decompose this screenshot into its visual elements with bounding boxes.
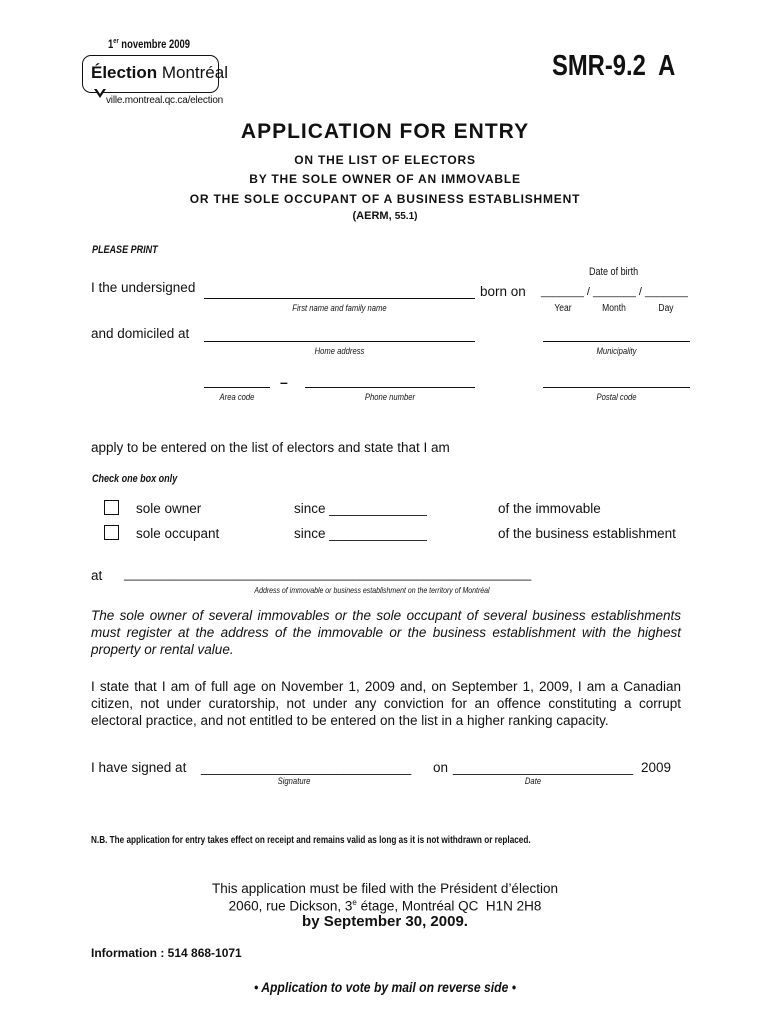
reverse-side-note: • Application to vote by mail on reverse side • [254,980,516,995]
dob-day-caption: Day [658,303,674,314]
issue-date-day: 1 [108,38,114,51]
full-name-field[interactable] [204,298,475,299]
signed-at-label: I have signed at [91,760,187,775]
page-title: APPLICATION FOR ENTRY [240,120,530,143]
born-on-label: born on [480,284,526,299]
check-one-label: Check one box only [92,473,178,485]
subtitle-line-3: OR THE SOLE OCCUPANT OF A BUSINESS ESTABLISHMENT [189,192,581,206]
several-immovables-note: The sole owner of several immovables or the sole occupant of several business establishments must register at the address of the immovable or the business establishment with the highest property or rental value. [91,608,681,657]
logo-url: ville.montreal.qc.ca/election [106,95,224,106]
sole-owner-since-field[interactable]: since _____________ [294,501,427,516]
issue-date [108,38,190,51]
municipality-field[interactable] [543,341,690,342]
issue-date-rest: novembre 2009 [118,38,190,51]
postal-code-field[interactable] [543,387,690,388]
dob-year-caption: Year [554,303,572,314]
legal-ref-b: 55.1) [394,211,418,222]
phone-number-field[interactable] [305,387,475,388]
filing-line-2 [0,898,770,914]
area-code-field[interactable] [204,387,270,388]
sole-occupant-label: sole occupant [136,526,220,541]
immovable-address-caption: Address of immovable or business establishment on the territory of Montréal [254,585,490,595]
sole-owner-of-text: of the immovable [498,501,601,516]
full-name-caption: First name and family name [292,303,387,313]
home-address-field[interactable] [204,341,475,342]
logo-light-text: Montréal [157,63,228,82]
sole-occupant-since-field[interactable]: since _____________ [294,526,427,541]
logo-tail-inner [96,88,104,94]
please-print-label: PLEASE PRINT [92,244,158,256]
sole-occupant-checkbox[interactable] [104,525,119,540]
year-2009: 2009 [641,760,672,775]
phone-number-caption: Phone number [364,392,416,402]
apply-statement: apply to be entered on the list of electors and state that I am [91,440,450,455]
date-of-birth-field[interactable]: _______ / _______ / _______ [541,286,688,298]
sole-owner-checkbox[interactable] [104,500,119,515]
sole-owner-label: sole owner [136,501,202,516]
immovable-address-field[interactable]: ________________________________________________________________ [124,566,532,581]
date-field[interactable]: ________________________ [453,760,634,775]
home-address-caption: Home address [314,346,365,356]
signature-caption: Signature [277,776,311,786]
phone-dash: – [280,374,288,390]
municipality-caption: Municipality [596,346,637,356]
information-phone: Information : 514 868-1071 [91,946,242,960]
logo-bold-text: Élection [91,63,158,82]
date-of-birth-label: Date of birth [589,266,639,278]
nb-note: N.B. The application for entry takes effect on receipt and remains valid as long as it is not withdrawn or replaced. [91,834,531,846]
legal-reference [0,210,770,222]
postal-code-caption: Postal code [596,392,637,402]
date-caption: Date [524,776,542,786]
filing-line-1: This application must be filed with the Président d’élection [212,881,558,896]
filing-address-sup: e [352,898,357,907]
form-code: SMR-9.2 A [552,50,676,82]
issue-date-sup: er [113,38,119,45]
legal-ref-a: (AERM, [352,210,392,222]
sole-occupant-of-text: of the business establishment [498,526,676,541]
domiciled-label: and domiciled at [91,326,190,341]
undersigned-label: I the undersigned [91,280,196,295]
subtitle-line-2: BY THE SOLE OWNER OF AN IMMOVABLE [249,172,521,186]
dob-month-caption: Month [602,303,626,314]
filing-deadline: by September 30, 2009. [302,913,468,930]
on-label: on [433,760,449,775]
logo-text [91,63,228,83]
subtitle-line-1: ON THE LIST OF ELECTORS [294,153,476,167]
signature-field[interactable]: ____________________________ [201,760,412,775]
filing-address-b: étage, Montréal QC H1N 2H8 [356,898,542,914]
area-code-caption: Area code [219,392,255,402]
eligibility-statement: I state that I am of full age on November 1, 2009 and, on September 1, 2009, I am a Canadian citizen, not under curatorship, not under any conviction for an offence constituting a corrupt electoral practice, and not entitled to be entered on the list in a higher ranking capacity. [91,679,681,728]
at-label: at [91,568,103,583]
filing-address-a: 2060, rue Dickson, 3 [228,898,353,914]
